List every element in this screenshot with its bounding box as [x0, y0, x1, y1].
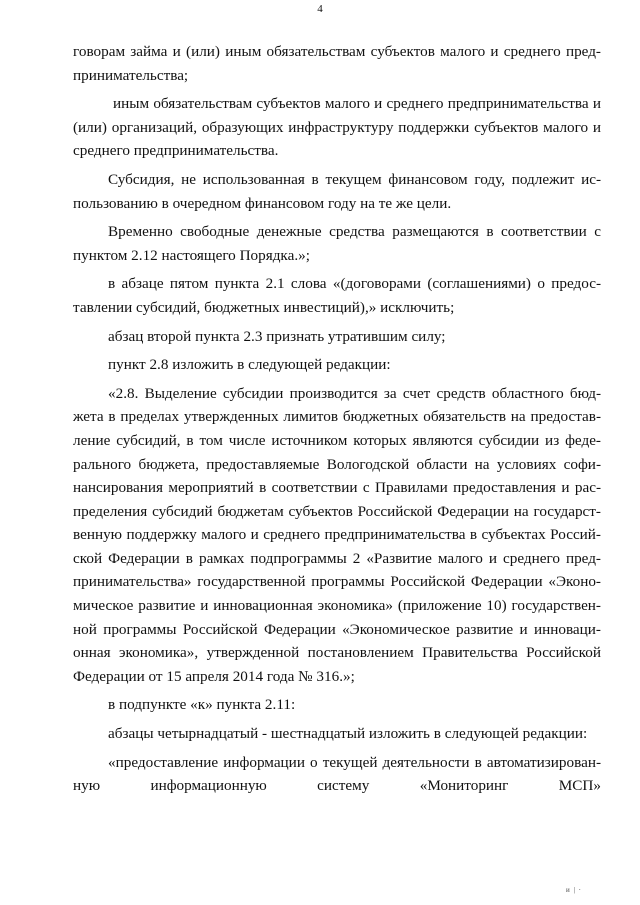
text-line: жета в пределах утвержденных лимитов бюджетных обязательств на предостав- — [73, 408, 601, 426]
paragraph — [73, 353, 601, 377]
text-line: принимательства; — [73, 66, 189, 84]
text-line: ной программы Российской Федерации «Экономическое развитие и инноваци- — [73, 620, 601, 638]
paragraph — [73, 168, 601, 215]
text-line: иным обязательствам субъектов малого и среднего предпринимательства и — [113, 95, 601, 113]
paragraph — [73, 220, 601, 267]
paragraph — [73, 272, 601, 319]
text-line: рального бюджета, предоставляемые Вологодской области на условиях софи- — [73, 455, 601, 473]
text-line-spread — [73, 774, 601, 798]
text-line: пункт 2.8 изложить в следующей редакции: — [108, 356, 391, 374]
text-line: Субсидия, не использованная в текущем финансовом году, подлежит ис- — [108, 170, 601, 188]
document-body — [73, 40, 601, 798]
text-line: нансирования мероприятий в соответствии с Правилами предоставления и рас- — [73, 479, 601, 497]
scan-mark: и | · — [566, 886, 582, 894]
word: систему — [317, 777, 370, 795]
word: МСП» — [558, 777, 601, 795]
text-line: в абзаце пятом пункта 2.1 слова «(договорами (соглашениями) о предос- — [108, 275, 601, 293]
text-line: мическое развитие и инновационная экономика» (приложение 10) государствен- — [73, 597, 601, 615]
text-line: в подпункте «к» пункта 2.11: — [108, 696, 296, 714]
paragraph — [73, 722, 601, 746]
text-line: пользованию в очередном финансовом году на те же цели. — [73, 194, 452, 212]
text-line: ской Федерации в рамках подпрограммы 2 «Развитие малого и среднего пред- — [73, 549, 601, 567]
paragraph — [73, 693, 601, 717]
text-line: Временно свободные денежные средства размещаются в соответствии с — [108, 223, 601, 241]
paragraph — [73, 92, 601, 163]
text-line: абзац второй пункта 2.3 признать утратившим силу; — [108, 327, 446, 345]
paragraph — [73, 325, 601, 349]
text-line: среднего предпринимательства. — [73, 142, 279, 160]
paragraph — [73, 40, 601, 87]
word: ную — [73, 777, 101, 795]
text-line: говорам займа и (или) иным обязательствам субъектов малого и среднего пред- — [73, 43, 601, 60]
text-line: «2.8. Выделение субсидии производится за счет средств областного бюд- — [108, 384, 601, 402]
text-line: тавлении субсидий, бюджетных инвестиций),» исключить; — [73, 298, 455, 316]
text-line: (или) организаций, образующих инфраструктуру поддержки субъектов малого и — [73, 118, 601, 136]
text-line: Федерации от 15 апреля 2014 года № 316.»; — [73, 667, 355, 685]
word: информационную — [150, 777, 267, 795]
text-line: пунктом 2.12 настоящего Порядка.»; — [73, 246, 310, 264]
paragraph — [73, 382, 601, 689]
text-line: венную поддержку малого и среднего предпринимательства в субъектах Россий- — [73, 526, 601, 544]
paragraph — [73, 751, 601, 798]
text-line: абзацы четырнадцатый - шестнадцатый изложить в следующей редакции: — [108, 725, 588, 743]
text-line: «предоставление информации о текущей деятельности в автоматизирован- — [108, 753, 601, 771]
page-number: 4 — [317, 3, 323, 15]
word: «Мониторинг — [419, 777, 509, 795]
text-line: ление субсидий, в том числе источником которых являются субсидии из феде- — [73, 431, 601, 449]
text-line: онная экономика», утвержденной постановлением Правительства Российской — [73, 644, 601, 662]
text-line: принимательства» государственной программы Российской Федерации «Эконо- — [73, 573, 601, 591]
text-line: пределения субсидий бюджетам субъектов Российской Федерации на государст- — [73, 502, 601, 520]
